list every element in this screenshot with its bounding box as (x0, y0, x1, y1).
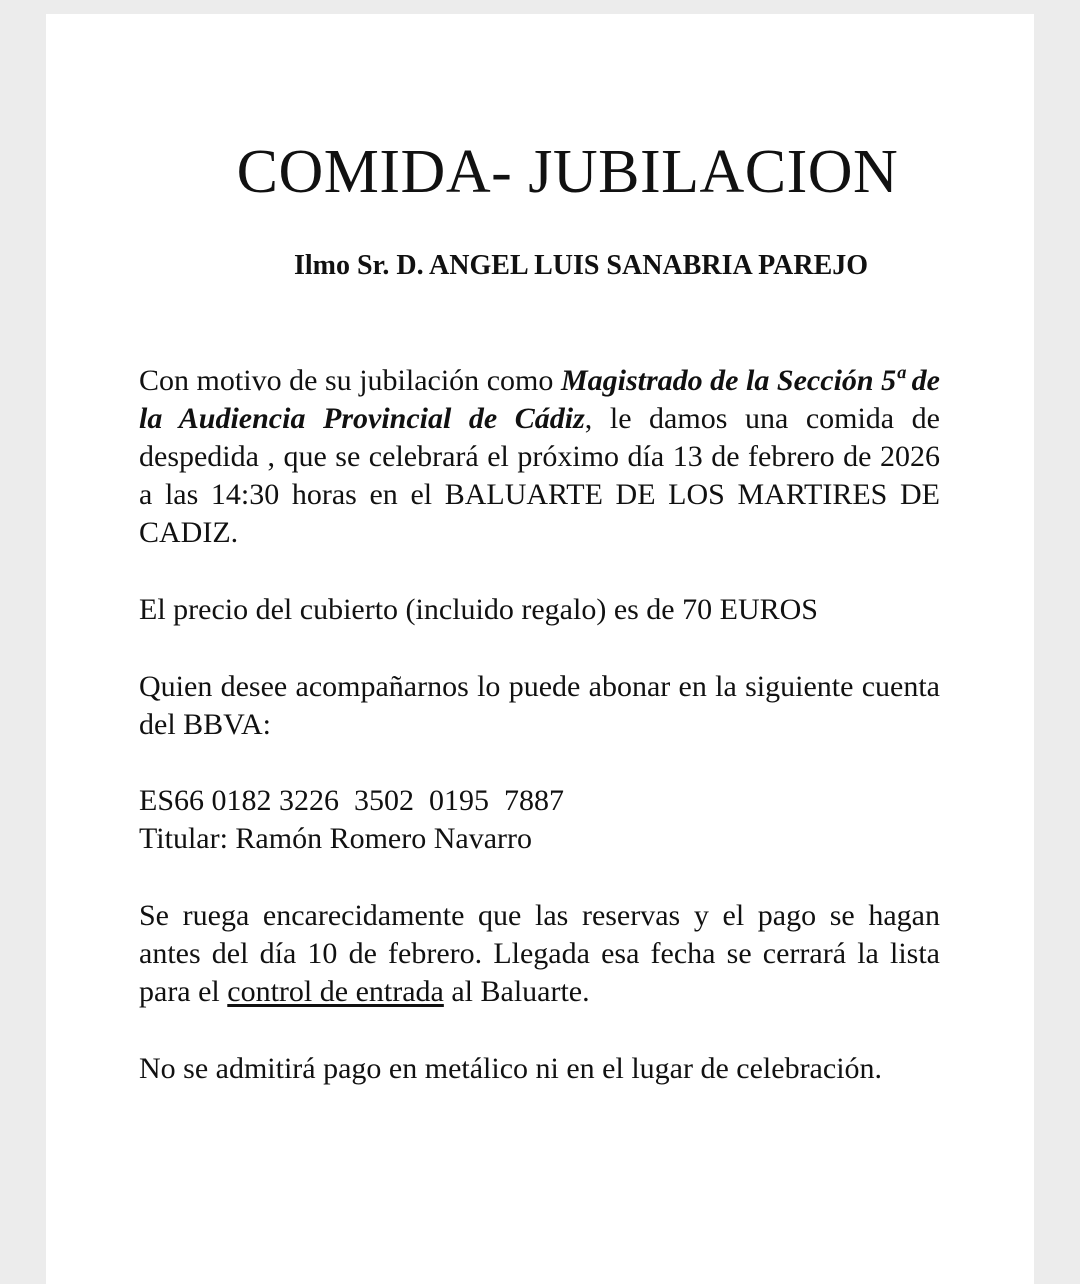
magistrate-position: Magistrado de la Sección 5ª de la Audiencia Provincial de Cádiz (139, 364, 940, 435)
cash-note-paragraph: No se admitirá pago en metálico ni en el lugar de celebración. (139, 1052, 883, 1085)
deadline-text-start: Se ruega encarecidamente que las reservas y el pago se hagan antes del día 10 de febrero. Llegada esa fecha se cerrará la lista para el (139, 899, 940, 1008)
intro-text-start: Con motivo de su jubilación como (139, 364, 561, 397)
intro-text-end: , le damos una comida de despedida , que se celebrará el próximo día 13 de febrero de 2026 a las 14:30 horas en el BALUARTE DE LOS MARTIRES DE CADIZ. (139, 402, 940, 549)
account-details (139, 782, 940, 858)
payment-info-paragraph: Quien desee acompañarnos lo puede abonar en la siguiente cuenta del BBVA: (139, 670, 940, 741)
account-holder: Titular: Ramón Romero Navarro (139, 822, 533, 855)
iban-number: ES66 0182 3226 3502 0195 7887 (139, 784, 565, 817)
honoree-name: Ilmo Sr. D. ANGEL LUIS SANABRIA PAREJO (293, 250, 869, 281)
deadline-text-end: al Baluarte. (443, 975, 590, 1008)
document-title: COMIDA- JUBILACION (236, 138, 899, 206)
price-paragraph: El precio del cubierto (incluido regalo) es de 70 EUROS (139, 593, 818, 626)
intro-paragraph (139, 362, 940, 552)
deadline-paragraph (139, 897, 940, 1011)
entry-control-text: control de entrada (227, 975, 444, 1008)
